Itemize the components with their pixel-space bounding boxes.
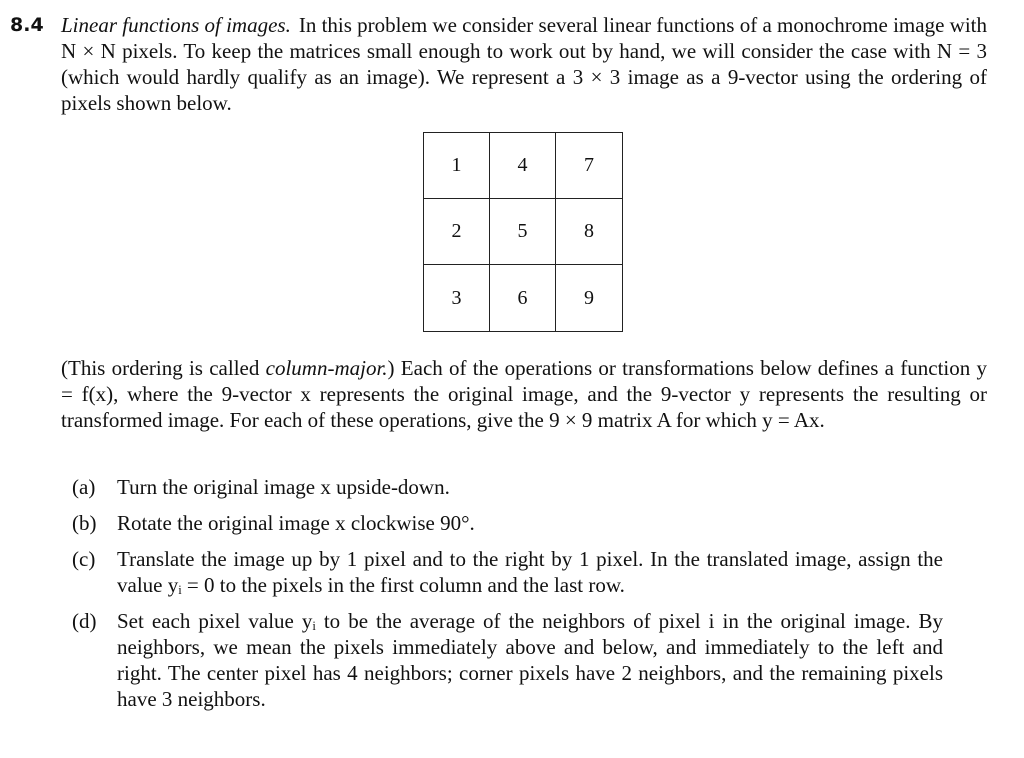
grid-cell: 5: [490, 199, 556, 265]
pixel-order-grid: [423, 132, 623, 332]
part-a: [72, 474, 987, 500]
grid-cell: 4: [490, 133, 556, 199]
problem-title: Linear functions of images.: [61, 13, 291, 37]
part-label: (b): [72, 511, 97, 535]
part-text: Rotate the original image x clockwise 90°.: [117, 511, 475, 535]
problem-number: 8.4: [10, 14, 44, 36]
part-c: [72, 546, 987, 598]
part-text: Turn the original image x upside-down.: [117, 475, 450, 499]
part-d: [72, 608, 987, 712]
grid-cell: 3: [424, 265, 490, 331]
grid-cell: 7: [556, 133, 622, 199]
part-text: Translate the image up by 1 pixel and to the right by 1 pixel. In the translated image, assign the value yᵢ = 0 to the pixels in the first column and the last row.: [117, 547, 943, 597]
grid-cell: 8: [556, 199, 622, 265]
part-label: (c): [72, 547, 96, 571]
grid-cell: 2: [424, 199, 490, 265]
after-open: (This ordering is called: [61, 356, 266, 380]
grid-cell: 6: [490, 265, 556, 331]
grid-cell: 9: [584, 286, 594, 309]
part-b: [72, 510, 987, 536]
column-major-term: column-major.: [265, 356, 388, 380]
intro-text: In this problem we consider several linear functions of a monochrome image with N × N pixels. To keep the matrices small enough to work out by hand, we will consider the case with N = 3 (which would hardly qualify as an image). We represent a 3 × 3 image as a 9-vector using the ordering of pixels shown below.: [61, 13, 987, 115]
problem-intro: [61, 12, 987, 116]
part-text: Set each pixel value yᵢ to be the average of the neighbors of pixel i in the original image. By neighbors, we mean the pixels immediately above and below, and immediately to the left and right. The center pixel has 4 neighbors; corner pixels have 2 neighbors, and the remaining pixels have 3 neighbors.: [117, 609, 943, 711]
ordering-explanation: [61, 355, 987, 433]
part-label: (d): [72, 609, 97, 633]
after-rest: ) Each of the operations or transformations below defines a function y = f(x), where the 9-vector x represents the original image, and the 9-vector y represents the resulting or transformed image. For each of these operations, give the 9 × 9 matrix A for which y = Ax.: [61, 356, 987, 432]
grid-cell: 1: [424, 133, 490, 199]
part-label: (a): [72, 475, 96, 499]
